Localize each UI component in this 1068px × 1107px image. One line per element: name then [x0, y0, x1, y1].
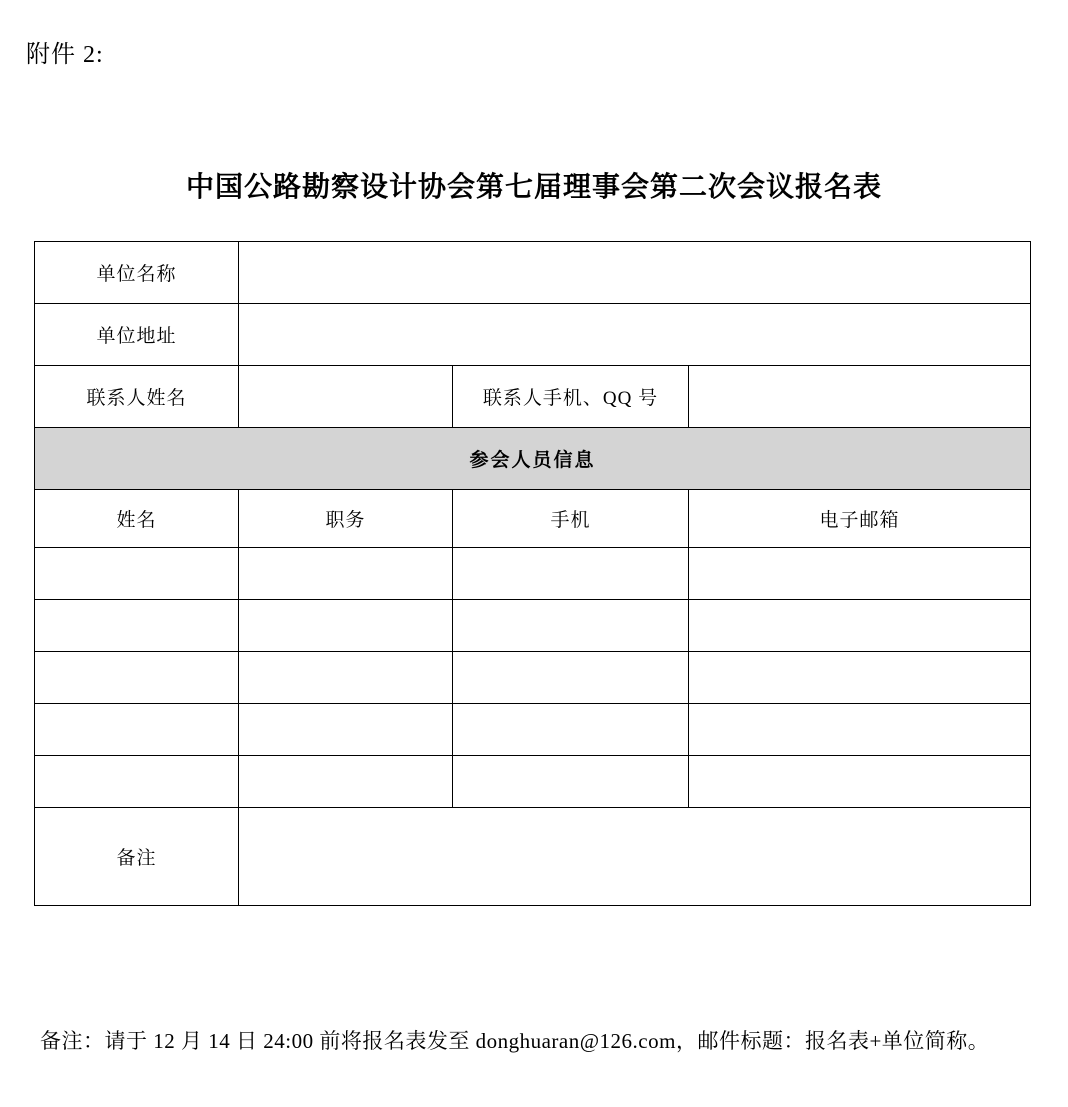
attendee-name-field[interactable]: [35, 652, 239, 704]
table-row: [35, 548, 1031, 600]
column-header-name: 姓名: [35, 490, 239, 548]
table-row: [35, 600, 1031, 652]
attachment-label: 附件 2:: [26, 42, 104, 68]
column-header-position: 职务: [239, 490, 453, 548]
attendee-email-field[interactable]: [689, 600, 1031, 652]
table-header-row: [35, 490, 1031, 548]
attendee-name-field[interactable]: [35, 548, 239, 600]
attendee-name-field[interactable]: [35, 704, 239, 756]
attendee-position-field[interactable]: [239, 600, 453, 652]
unit-address-field[interactable]: [239, 304, 1031, 366]
attendee-email-field[interactable]: [689, 548, 1031, 600]
attendee-phone-field[interactable]: [453, 704, 689, 756]
column-header-email: 电子邮箱: [689, 490, 1031, 548]
attendee-email-field[interactable]: [689, 704, 1031, 756]
attendee-email-field[interactable]: [689, 652, 1031, 704]
unit-name-field[interactable]: [239, 242, 1031, 304]
remark-label: 备注: [35, 808, 239, 906]
table-row: [35, 652, 1031, 704]
attendee-name-field[interactable]: [35, 600, 239, 652]
table-row: [35, 808, 1031, 906]
attendee-name-field[interactable]: [35, 756, 239, 808]
unit-address-label: 单位地址: [35, 304, 239, 366]
table-row: [35, 428, 1031, 490]
attendee-email-field[interactable]: [689, 756, 1031, 808]
table-row: [35, 366, 1031, 428]
contact-phone-field[interactable]: [689, 366, 1031, 428]
table-row: [35, 242, 1031, 304]
attendee-section-title: 参会人员信息: [35, 428, 1031, 490]
table-row: [35, 704, 1031, 756]
registration-form-table: [34, 241, 1031, 906]
attendee-phone-field[interactable]: [453, 756, 689, 808]
attendee-phone-field[interactable]: [453, 652, 689, 704]
unit-name-label: 单位名称: [35, 242, 239, 304]
table-row: [35, 304, 1031, 366]
contact-phone-label: 联系人手机、QQ 号: [453, 366, 689, 428]
column-header-phone: 手机: [453, 490, 689, 548]
attendee-position-field[interactable]: [239, 652, 453, 704]
contact-name-label: 联系人姓名: [35, 366, 239, 428]
attendee-phone-field[interactable]: [453, 548, 689, 600]
attendee-position-field[interactable]: [239, 756, 453, 808]
page-title: 中国公路勘察设计协会第七届理事会第二次会议报名表: [185, 172, 882, 203]
footnote-text: 备注：请于 12 月 14 日 24:00 前将报名表发至 donghuaran@126.com，邮件标题：报名表+单位简称。: [40, 1029, 990, 1053]
contact-name-field[interactable]: [239, 366, 453, 428]
attendee-position-field[interactable]: [239, 704, 453, 756]
attendee-position-field[interactable]: [239, 548, 453, 600]
attendee-phone-field[interactable]: [453, 600, 689, 652]
table-row: [35, 756, 1031, 808]
remark-field[interactable]: [239, 808, 1031, 906]
